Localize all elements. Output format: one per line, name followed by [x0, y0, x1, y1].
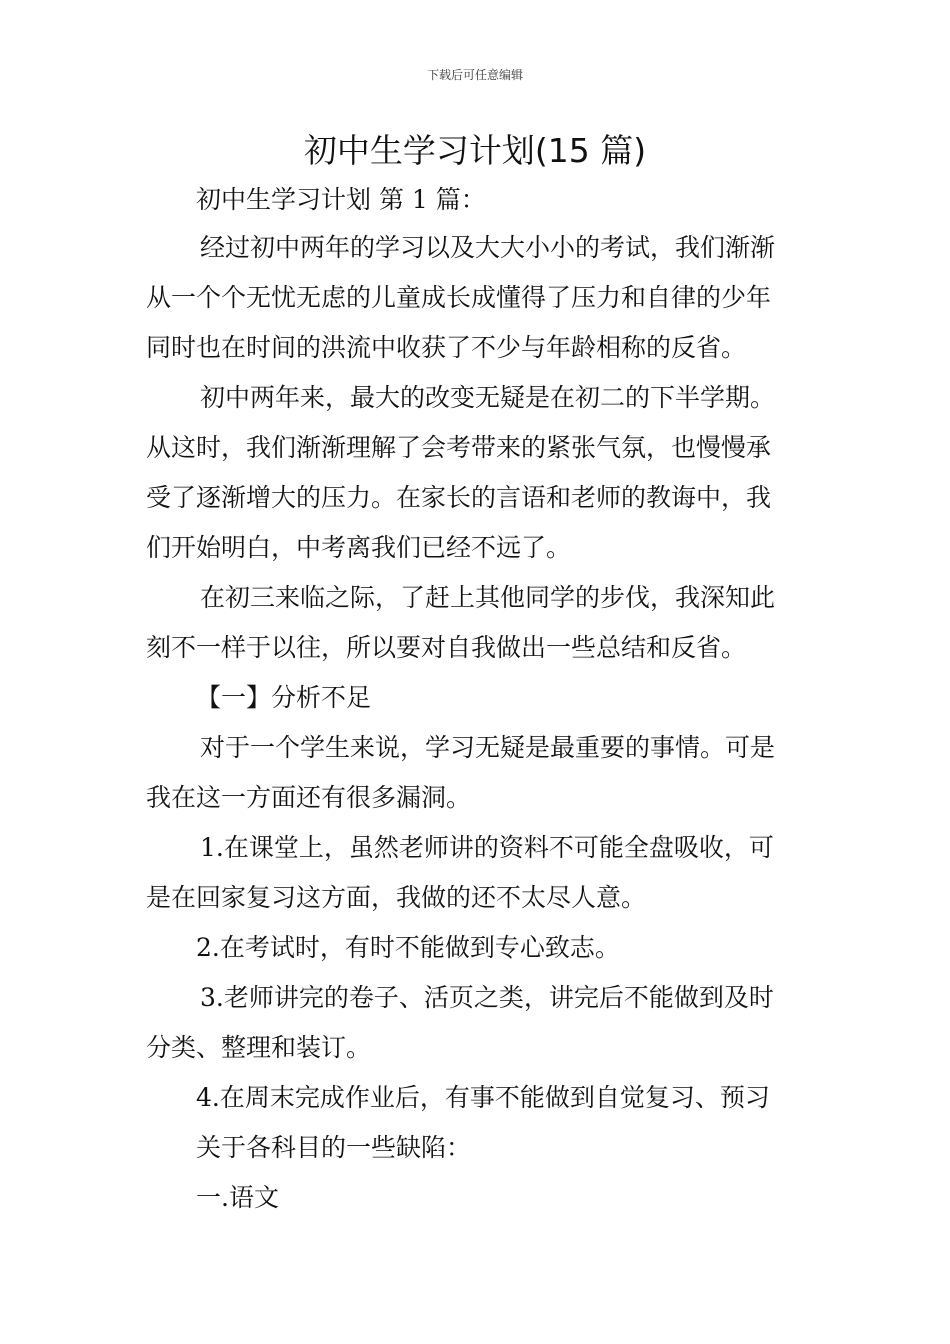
page-header-note: 下载后可任意编辑	[426, 68, 523, 82]
paragraph-line: 同时也在时间的洪流中收获了不少与年龄相称的反省。	[146, 333, 747, 362]
list-item-line: 是在回家复习这方面，我做的还不太尽人意。	[146, 883, 647, 912]
list-item-line: 3.老师讲完的卷子、活页之类，讲完后不能做到及时	[200, 983, 774, 1012]
paragraph-line: 从这时，我们渐渐理解了会考带来的紧张气氛，也慢慢承	[146, 433, 772, 462]
paragraph-line: 刻不一样于以往，所以要对自我做出一些总结和反省。	[146, 633, 747, 662]
section-heading: 初中生学习计划 第 1 篇：	[196, 185, 486, 214]
paragraph-line: 受了逐渐增大的压力。在家长的言语和老师的教诲中，我	[146, 483, 772, 512]
paragraph-line: 初中两年来，最大的改变无疑是在初二的下半学期。	[200, 383, 776, 412]
paragraph-line: 经过初中两年的学习以及大大小小的考试，我们渐渐	[200, 233, 776, 262]
paragraph-line: 关于各科目的一些缺陷：	[196, 1133, 472, 1162]
list-item-line: 1.在课堂上，虽然老师讲的资料不可能全盘吸收，可	[200, 833, 774, 862]
list-item-line: 分类、整理和装订。	[146, 1033, 372, 1062]
paragraph-line: 们开始明白，中考离我们已经不远了。	[146, 533, 572, 562]
paragraph-line: 从一个个无忧无虑的儿童成长成懂得了压力和自律的少年	[146, 283, 772, 312]
paragraph-line: 我在这一方面还有很多漏洞。	[146, 783, 472, 812]
paragraph-line: 在初三来临之际，了赶上其他同学的步伐，我深知此	[200, 583, 776, 612]
paragraph-line: 对于一个学生来说，学习无疑是最重要的事情。可是	[200, 733, 776, 762]
document-title: 初中生学习计划(15 篇)	[303, 131, 647, 170]
subsection-heading: 一.语文	[196, 1183, 279, 1212]
list-item-line: 4.在周末完成作业后，有事不能做到自觉复习、预习	[196, 1083, 770, 1112]
list-item-line: 2.在考试时，有时不能做到专心致志。	[196, 933, 620, 962]
subsection-heading: 【一】分析不足	[196, 683, 372, 712]
